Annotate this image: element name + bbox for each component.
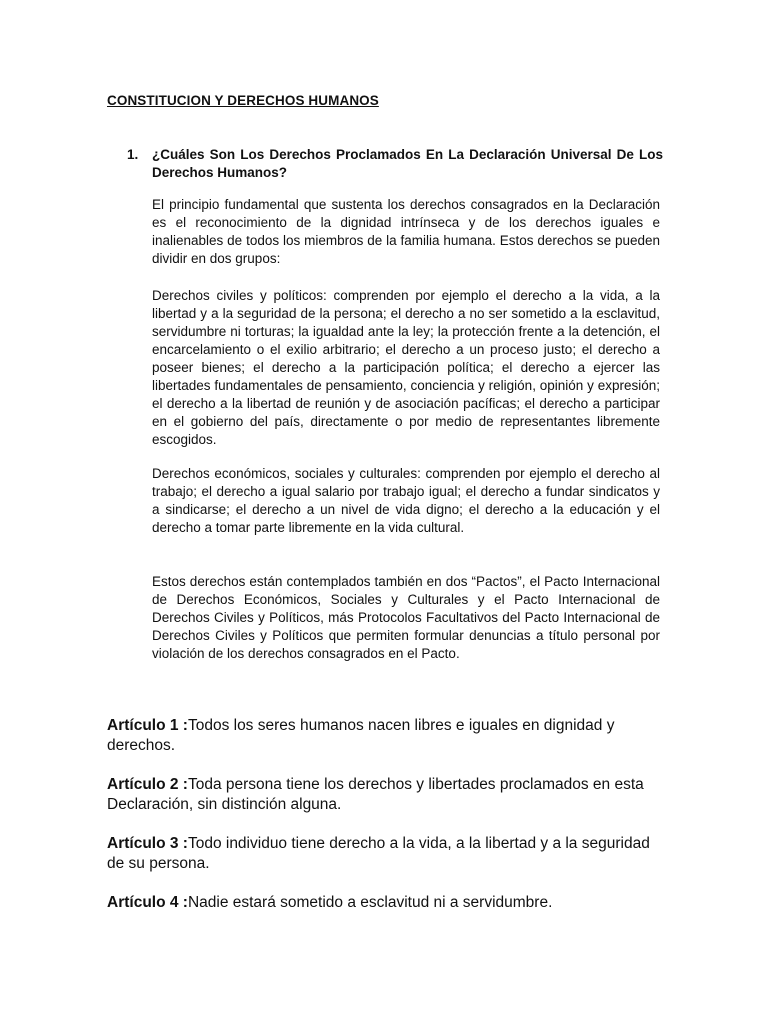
- article-3: [107, 834, 667, 874]
- article-text: Todos los seres humanos nacen libres e iguales en dignidad y derechos.: [107, 717, 615, 754]
- article-label: Artículo 2 :: [107, 776, 188, 793]
- paragraph-intro: El principio fundamental que sustenta los derechos consagrados en la Declaración es el reconocimiento de la dignidad intrínseca y de los derechos iguales e inalienables de todos los miembros de la familia humana. Estos derechos se pueden dividir en dos grupos:: [152, 197, 660, 266]
- paragraph-covenants: Estos derechos están contemplados también en dos “Pactos”, el Pacto Internacional de Derechos Económicos, Sociales y Culturales y el Pacto Internacional de Derechos Civiles y Políticos, más Protocolos Facultativos del Pacto Internacional de Derechos Civiles y Políticos que permiten formular denuncias a título personal por violación de los derechos consagrados en el Pacto.: [152, 574, 660, 661]
- article-text: Nadie estará sometido a esclavitud ni a servidumbre.: [187, 894, 553, 911]
- article-4: [107, 893, 667, 913]
- document-title: CONSTITUCION Y DERECHOS HUMANOS: [107, 93, 379, 108]
- article-label: Artículo 3 :: [107, 835, 188, 852]
- question-text: ¿Cuáles Son Los Derechos Proclamados En La Declaración Universal De Los Derechos Humanos?: [152, 147, 663, 180]
- question-item: [127, 146, 663, 182]
- article-2: [107, 775, 667, 815]
- paragraph-economic-social-rights: Derechos económicos, sociales y culturales: comprenden por ejemplo el derecho al trabajo; el derecho a igual salario por trabajo igual; el derecho a fundar sindicatos y a sindicarse; el derecho a un nivel de vida digno; el derecho a la educación y el derecho a tomar parte libremente en la vida cultural.: [152, 466, 660, 535]
- article-label: Artículo 1 :: [107, 717, 188, 734]
- article-1: [107, 716, 667, 756]
- article-text: Todo individuo tiene derecho a la vida, a la libertad y a la seguridad de su persona.: [107, 835, 650, 872]
- paragraph-civil-political-rights: Derechos civiles y políticos: comprenden por ejemplo el derecho a la vida, a la libertad y a la seguridad de la persona; el derecho a no ser sometido a la esclavitud, servidumbre ni torturas; la igualdad ante la ley; la protección frente a la detención, el encarcelamiento o el exilio arbitrario; el derecho a un proceso justo; el derecho a poseer bienes; el derecho a la participación política; el derecho a ejercer las libertades fundamentales de pensamiento, conciencia y religión, opinión y expresión; el derecho a la libertad de reunión y de asociación pacíficas; el derecho a participar en el gobierno del país, directamente o por medio de representantes libremente escogidos.: [152, 288, 660, 447]
- article-label: Artículo 4 :: [107, 894, 188, 911]
- article-text: Toda persona tiene los derechos y libertades proclamados en esta Declaración, sin distinción alguna.: [107, 776, 644, 813]
- question-number: 1.: [127, 147, 139, 162]
